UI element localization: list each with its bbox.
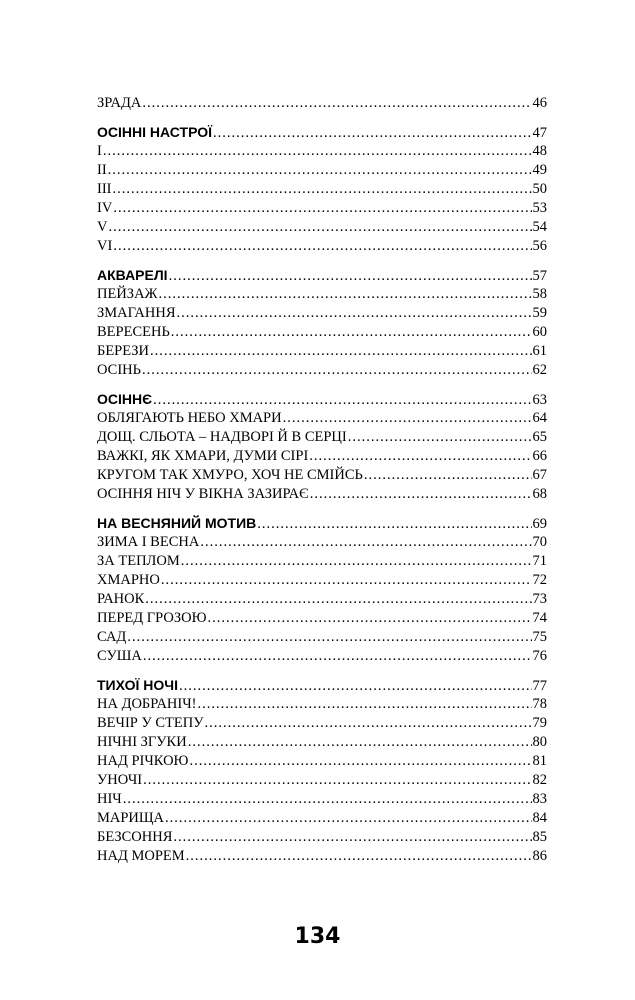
- dot-leader: [283, 409, 532, 428]
- toc-entry: [97, 733, 547, 752]
- toc-entry-title: НІЧ: [97, 791, 122, 807]
- toc-page-number: 49: [532, 162, 547, 178]
- toc-page-number: 48: [532, 143, 547, 159]
- toc-entry-title: РАНОК: [97, 591, 145, 607]
- toc-entry: [97, 485, 547, 504]
- toc-page-number: 70: [532, 534, 547, 550]
- toc-entry-title: III: [97, 181, 112, 197]
- toc-entry: [97, 342, 547, 361]
- dot-leader: [309, 447, 531, 466]
- dot-leader: [189, 752, 531, 771]
- toc-entry: [97, 466, 547, 485]
- toc-entry: [97, 714, 547, 733]
- toc-page-number: 66: [532, 448, 547, 464]
- toc-entry: [97, 533, 547, 552]
- dot-leader: [213, 124, 532, 143]
- dot-leader: [127, 628, 531, 647]
- toc-section: [97, 390, 547, 504]
- dot-leader: [186, 847, 532, 866]
- toc-page-number: 76: [532, 648, 547, 664]
- toc-page-number: 77: [532, 678, 547, 694]
- toc-entry: [97, 847, 547, 866]
- toc-entry-title: МАРИЩА: [97, 810, 164, 826]
- toc-entry-title: НАД МОРЕМ: [97, 848, 185, 864]
- toc-entry-title: ОСІНЬ: [97, 362, 141, 378]
- toc-entry: [97, 94, 547, 113]
- toc-entry: [97, 180, 547, 199]
- toc-page-number: 58: [532, 286, 547, 302]
- toc-entry: [97, 304, 547, 323]
- toc-heading-title: АКВАРЕЛІ: [97, 267, 168, 283]
- toc-heading-title: ТИХОЇ НОЧІ: [97, 677, 178, 693]
- dot-leader: [142, 94, 531, 113]
- dot-leader: [200, 533, 531, 552]
- dot-leader: [142, 361, 532, 380]
- toc-page-number: 79: [532, 715, 547, 731]
- toc-entry: [97, 590, 547, 609]
- toc-entry: [97, 285, 547, 304]
- toc-entry: [97, 323, 547, 342]
- toc-entry-title: ЗИМА І ВЕСНА: [97, 534, 200, 550]
- toc-entry-title: ХМАРНО: [97, 572, 160, 588]
- toc-page-number: 53: [532, 200, 547, 216]
- dot-leader: [188, 733, 532, 752]
- toc-page-number: 65: [532, 429, 547, 445]
- table-of-contents: [97, 94, 547, 876]
- toc-entry-title: ПЕРЕД ГРОЗОЮ: [97, 610, 207, 626]
- toc-entry: [97, 571, 547, 590]
- toc-page-number: 72: [532, 572, 547, 588]
- toc-entry-title: ДОЩ. СЛЬОТА – НАДВОРІ Й В СЕРЦІ: [97, 429, 347, 445]
- toc-page-number: 61: [532, 343, 547, 359]
- dot-leader: [198, 695, 532, 714]
- dot-leader: [153, 391, 531, 410]
- toc-page-number: 56: [532, 238, 547, 254]
- toc-entry-title: ОСІННЯ НІЧ У ВІКНА ЗАЗИРАЄ: [97, 486, 309, 502]
- toc-entry-title: БЕРЕЗИ: [97, 343, 150, 359]
- toc-entry: [97, 828, 547, 847]
- toc-entry: [97, 428, 547, 447]
- toc-page-number: 67: [532, 467, 547, 483]
- toc-entry-title: VI: [97, 238, 113, 254]
- toc-page-number: 86: [532, 848, 547, 864]
- toc-entry-title: ОБЛЯГАЮТЬ НЕБО ХМАРИ: [97, 410, 282, 426]
- dot-leader: [108, 218, 531, 237]
- toc-entry: [97, 361, 547, 380]
- toc-section-heading: [97, 514, 547, 533]
- toc-page-number: 64: [532, 410, 547, 426]
- dot-leader: [165, 809, 532, 828]
- dot-leader: [113, 237, 531, 256]
- toc-entry-title: ВЕРЕСЕНЬ: [97, 324, 170, 340]
- toc-entry: [97, 771, 547, 790]
- toc-page-number: 71: [532, 553, 547, 569]
- toc-entry-title: УНОЧІ: [97, 772, 143, 788]
- toc-entry: [97, 218, 547, 237]
- toc-entry-title: БЕЗСОННЯ: [97, 829, 173, 845]
- toc-heading-title: ОСІННЄ: [97, 391, 153, 407]
- dot-leader: [113, 180, 532, 199]
- toc-entry: [97, 237, 547, 256]
- toc-entry: [97, 609, 547, 628]
- toc-section-heading: [97, 123, 547, 142]
- toc-section: [97, 94, 547, 113]
- dot-leader: [204, 714, 531, 733]
- dot-leader: [257, 515, 531, 534]
- toc-entry-title: ЗМАГАННЯ: [97, 305, 176, 321]
- dot-leader: [364, 466, 532, 485]
- toc-entry-title: ПЕЙЗАЖ: [97, 286, 158, 302]
- toc-entry-title: НА ДОБРАНІЧ!: [97, 696, 197, 712]
- toc-section: [97, 514, 547, 666]
- dot-leader: [169, 267, 532, 286]
- dot-leader: [143, 771, 531, 790]
- toc-section-heading: [97, 676, 547, 695]
- toc-section-heading: [97, 390, 547, 409]
- dot-leader: [159, 285, 532, 304]
- dot-leader: [171, 323, 532, 342]
- toc-entry: [97, 647, 547, 666]
- dot-leader: [179, 677, 532, 696]
- toc-entry: [97, 752, 547, 771]
- dot-leader: [181, 552, 532, 571]
- toc-entry: [97, 628, 547, 647]
- dot-leader: [108, 161, 532, 180]
- toc-page-number: 78: [532, 696, 547, 712]
- toc-page-number: 68: [532, 486, 547, 502]
- toc-entry: [97, 409, 547, 428]
- toc-page-number: 81: [532, 753, 547, 769]
- toc-entry-title: НІЧНІ ЗГУКИ: [97, 734, 187, 750]
- dot-leader: [173, 828, 531, 847]
- toc-entry-title: ЗРАДА: [97, 95, 142, 111]
- toc-entry: [97, 809, 547, 828]
- toc-entry-title: IV: [97, 200, 113, 216]
- dot-leader: [150, 342, 531, 361]
- toc-page-number: 83: [532, 791, 547, 807]
- toc-entry: [97, 199, 547, 218]
- toc-page-number: 54: [532, 219, 547, 235]
- toc-page-number: 80: [532, 734, 547, 750]
- dot-leader: [113, 199, 531, 218]
- dot-leader: [123, 790, 532, 809]
- toc-section: [97, 676, 547, 866]
- toc-entry: [97, 790, 547, 809]
- toc-section-heading: [97, 266, 547, 285]
- dot-leader: [103, 142, 532, 161]
- dot-leader: [208, 609, 532, 628]
- toc-entry: [97, 142, 547, 161]
- toc-page-number: 73: [532, 591, 547, 607]
- toc-entry-title: II: [97, 162, 107, 178]
- dot-leader: [348, 428, 532, 447]
- toc-page-number: 59: [532, 305, 547, 321]
- dot-leader: [145, 590, 531, 609]
- toc-entry-title: ВАЖКІ, ЯК ХМАРИ, ДУМИ СІРІ: [97, 448, 309, 464]
- toc-page-number: 84: [532, 810, 547, 826]
- toc-page-number: 57: [532, 268, 547, 284]
- toc-page-number: 69: [532, 516, 547, 532]
- toc-entry-title: НАД РІЧКОЮ: [97, 753, 189, 769]
- toc-page-number: 47: [532, 125, 547, 141]
- toc-heading-title: ОСІННІ НАСТРОЇ: [97, 124, 212, 140]
- toc-page-number: 50: [532, 181, 547, 197]
- toc-page-number: 62: [532, 362, 547, 378]
- toc-entry: [97, 447, 547, 466]
- dot-leader: [143, 647, 532, 666]
- toc-heading-title: НА ВЕСНЯНИЙ МОТИВ: [97, 515, 257, 531]
- toc-page-number: 63: [532, 392, 547, 408]
- toc-page-number: 60: [532, 324, 547, 340]
- toc-entry: [97, 552, 547, 571]
- dot-leader: [161, 571, 532, 590]
- toc-entry-title: СУША: [97, 648, 142, 664]
- toc-entry-title: I: [97, 143, 102, 159]
- toc-entry-title: ЗА ТЕПЛОМ: [97, 553, 180, 569]
- toc-entry: [97, 695, 547, 714]
- toc-entry-title: ВЕЧІР У СТЕПУ: [97, 715, 204, 731]
- dot-leader: [177, 304, 532, 323]
- toc-entry-title: КРУГОМ ТАК ХМУРО, ХОЧ НЕ СМІЙСЬ: [97, 467, 363, 483]
- toc-entry-title: V: [97, 219, 108, 235]
- toc-entry: [97, 161, 547, 180]
- toc-section: [97, 123, 547, 256]
- toc-section: [97, 266, 547, 380]
- toc-page-number: 46: [532, 95, 547, 111]
- toc-page-number: 82: [532, 772, 547, 788]
- toc-page-number: 85: [532, 829, 547, 845]
- toc-entry-title: САД: [97, 629, 127, 645]
- toc-page-number: 74: [532, 610, 547, 626]
- page-number: 134: [294, 924, 341, 949]
- toc-page-number: 75: [532, 629, 547, 645]
- dot-leader: [310, 485, 532, 504]
